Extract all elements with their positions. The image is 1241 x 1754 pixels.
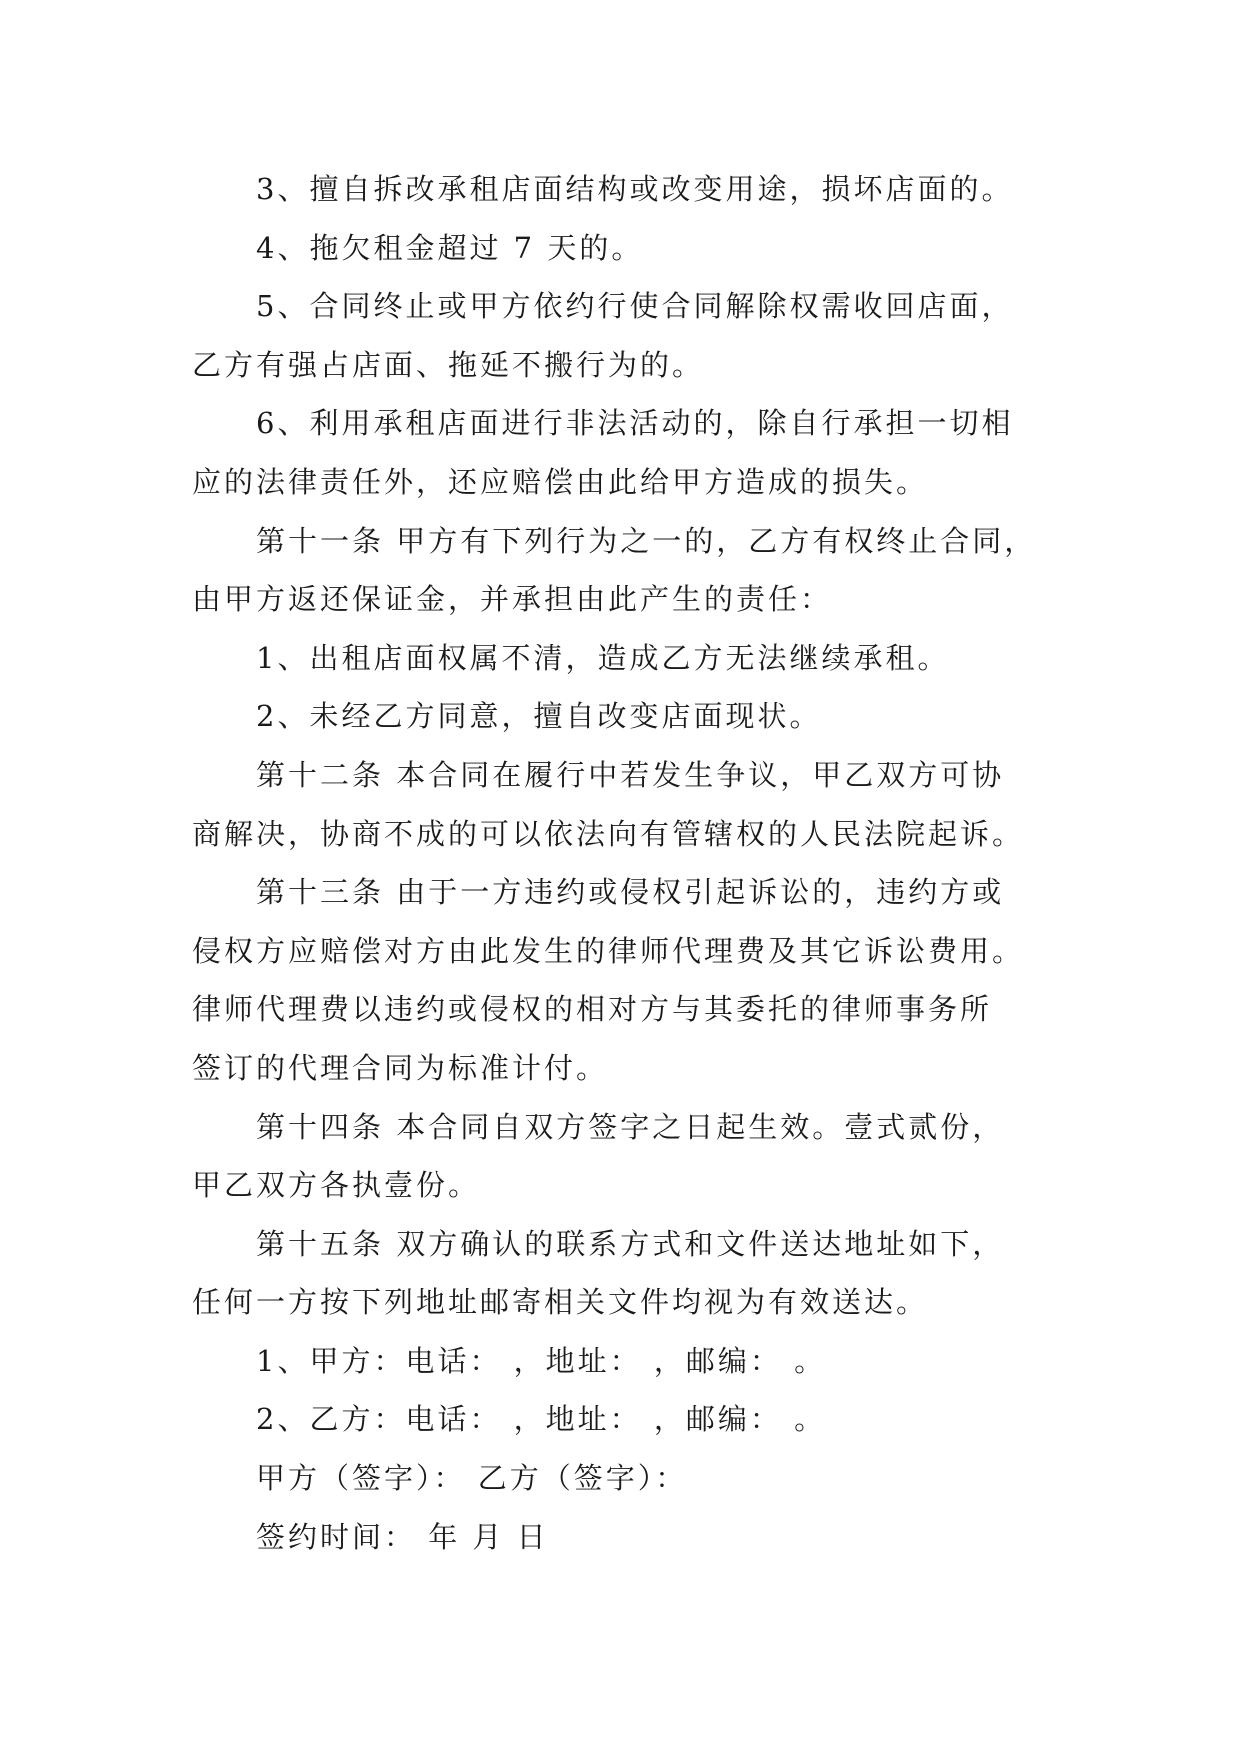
article-11-item-2: 2、未经乙方同意，擅自改变店面现状。 — [256, 699, 822, 734]
party-b-contact: 2、乙方：电话： ，地址： ，邮编： 。 — [256, 1402, 827, 1437]
article-15-line-2: 任何一方按下列地址邮寄相关文件均视为有效送达。 — [192, 1285, 929, 1320]
article-13-line-3: 律师代理费以违约或侵权的相对方与其委托的律师事务所 — [192, 992, 993, 1027]
signature-line: 甲方（签字）： 乙方（签字）： — [256, 1461, 688, 1496]
article-14-line-2: 甲乙双方各执壹份。 — [192, 1168, 481, 1203]
party-a-contact: 1、甲方：电话： ，地址： ，邮编： 。 — [256, 1343, 827, 1378]
clause-6-line-1: 6、利用承租店面进行非法活动的，除自行承担一切相 — [256, 406, 1014, 441]
article-12-line-2: 商解决，协商不成的可以依法向有管辖权的人民法院起诉。 — [192, 816, 1025, 851]
signing-date-line: 签约时间： 年 月 日 — [256, 1519, 549, 1554]
clause-5-line-2: 乙方有强占店面、拖延不搬行为的。 — [192, 347, 705, 382]
article-11-line-1: 第十一条 甲方有下列行为之一的，乙方有权终止合同， — [256, 523, 1037, 558]
clause-4: 4、拖欠租金超过 7 天的。 — [256, 230, 644, 265]
article-11-line-2: 由甲方返还保证金，并承担由此产生的责任： — [192, 582, 833, 617]
contract-body — [192, 160, 1062, 1566]
article-13-line-4: 签订的代理合同为标准计付。 — [192, 1050, 609, 1085]
clause-3: 3、擅自拆改承租店面结构或改变用途，损坏店面的。 — [256, 172, 1014, 206]
clause-6-line-2: 应的法律责任外，还应赔偿由此给甲方造成的损失。 — [192, 464, 929, 499]
clause-5-line-1: 5、合同终止或甲方依约行使合同解除权需收回店面， — [256, 289, 1014, 324]
article-14-line-1: 第十四条 本合同自双方签字之日起生效。壹式贰份， — [256, 1109, 1005, 1144]
article-13-line-2: 侵权方应赔偿对方由此发生的律师代理费及其它诉讼费用。 — [192, 933, 1025, 968]
article-13-line-1: 第十三条 由于一方违约或侵权引起诉讼的，违约方或 — [256, 875, 1005, 910]
article-12-line-1: 第十二条 本合同在履行中若发生争议，甲乙双方可协 — [256, 757, 1005, 792]
article-11-item-1: 1、出租店面权属不清，造成乙方无法继续承租。 — [256, 640, 950, 675]
article-15-line-1: 第十五条 双方确认的联系方式和文件送达地址如下， — [256, 1226, 1005, 1261]
